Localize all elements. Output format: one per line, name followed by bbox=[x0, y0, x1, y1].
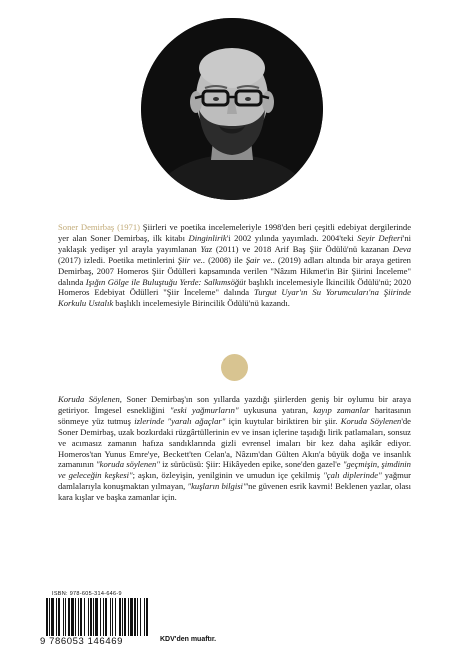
author-photo bbox=[141, 18, 323, 200]
blurb-italic: "kuşların bilgisi" bbox=[187, 481, 247, 492]
barcode-bar bbox=[122, 598, 123, 638]
barcode-bar bbox=[90, 598, 92, 638]
barcode-bar bbox=[146, 598, 148, 638]
bio-text: (2019) adları altında bir araya getiren Demirbaş, 2007 Homeros Şiir Ödülleri kapsamında verilen "Nâzım Hikmet'in Bir Şiirini İnceleme" dalında bbox=[58, 254, 411, 287]
barcode-bar bbox=[103, 598, 104, 638]
blurb-italic: "eski yağmurların" bbox=[169, 404, 239, 415]
barcode-bar bbox=[144, 598, 145, 638]
blurb-italic: kayıp zamanlar bbox=[313, 404, 370, 415]
barcode-bar bbox=[65, 598, 66, 638]
bio-text: 'ni yaklaşık yedişer yıl arayla yayımlanan bbox=[58, 232, 411, 254]
book-title: Dinginlirik bbox=[188, 232, 227, 243]
book-title: Turgut Uyar'ın Su Yorumcuları'na Şiirinde Korkulu Ustalık bbox=[58, 287, 411, 309]
barcode-bar bbox=[84, 598, 85, 638]
blurb-italic: "koruda söylenen" bbox=[96, 459, 160, 470]
barcode-bar bbox=[71, 598, 74, 638]
barcode-bar bbox=[49, 598, 50, 638]
barcode-bar bbox=[115, 598, 116, 638]
blurb-text: 'ne güvenen esrik kavmi! Beklenen yazlar, olası kara kışlar ve başka zamanlar için. bbox=[58, 481, 412, 503]
book-title: Yaz bbox=[200, 243, 213, 254]
barcode-bar bbox=[75, 598, 76, 638]
barcode-bar bbox=[137, 598, 138, 638]
blurb-text: için kuytular biriktiren bir şiir. bbox=[225, 415, 341, 426]
barcode-number: 9 786053 146469 bbox=[40, 636, 156, 647]
author-name: Soner Demirbaş (1971) bbox=[58, 222, 140, 232]
barcode-bars bbox=[40, 598, 156, 638]
barcode-bar bbox=[124, 598, 126, 638]
blurb-text: uykusuna yatıran, bbox=[238, 404, 314, 415]
bio-text: (2017) izledi. Poetika metinlerini bbox=[58, 254, 178, 265]
barcode-bar bbox=[46, 598, 48, 638]
blurb-text: , Soner Demirbaş'ın son yıllarda yazdığı şiirlerden geniş bir oylumu bir araya getiriyor. İmgesel esnekliğini bbox=[58, 394, 412, 415]
barcode-bar bbox=[93, 598, 94, 638]
blurb-italic: "geçmişin, şimdinin ve geleceğin keşkesi" bbox=[58, 459, 411, 481]
book-title: Işığın Gölge ile Buluştuğu Yerde: Salkımsöğüt bbox=[85, 276, 246, 287]
blurb-italic: "çalı diplerinde" bbox=[323, 470, 382, 481]
blurb-italic: Koruda Söylenen bbox=[58, 394, 120, 404]
barcode-bar bbox=[63, 598, 64, 638]
vat-note: KDV'den muaftır. bbox=[160, 636, 217, 643]
author-bio bbox=[58, 222, 411, 309]
barcode-bar bbox=[112, 598, 113, 638]
book-title: Deva bbox=[392, 243, 411, 254]
barcode-bar bbox=[134, 598, 136, 638]
book-blurb bbox=[58, 394, 411, 503]
blurb-text: haritasının sönmeye yüz tutmuş bbox=[58, 404, 411, 426]
barcode-bar bbox=[130, 598, 133, 638]
barcode-bar bbox=[56, 598, 57, 638]
barcode-bar bbox=[78, 598, 79, 638]
barcode-bar bbox=[51, 598, 54, 638]
bio-text: Şiirleri ve poetika incelemeleriyle 1998'den beri çeşitli edebiyat dergilerinde yer alan Soner Demirbaş, ilk kitabı bbox=[58, 222, 412, 243]
barcode-bar bbox=[58, 598, 60, 638]
barcode-bar bbox=[68, 598, 70, 638]
barcode-bar bbox=[100, 598, 101, 638]
blurb-text: yağmur damlalarıyla konuşmaktan yılmayan, bbox=[58, 470, 411, 492]
bio-text: başlıklı incelemesiyle İkincilik Ödülü'nü; 2020 Homeros Edebiyat Ödülleri "Şiir İnceleme" dalında bbox=[58, 276, 411, 298]
barcode-bar bbox=[88, 598, 89, 638]
barcode-bar bbox=[110, 598, 111, 638]
blurb-italic: Koruda Söylenen bbox=[340, 415, 402, 426]
decorative-circle bbox=[221, 354, 248, 381]
barcode-bar bbox=[80, 598, 82, 638]
book-title: Şair ve.. bbox=[245, 254, 275, 265]
barcode-bar bbox=[105, 598, 107, 638]
bio-text: (2011) ve 2018 Arif Baş Şiir Ödülü'nü kazanan bbox=[212, 243, 393, 254]
barcode-bar bbox=[119, 598, 121, 638]
isbn-label: ISBN: 978-605-314-646-9 bbox=[52, 591, 122, 597]
book-title: Şiir ve.. bbox=[177, 254, 206, 265]
book-title: Seyir Defteri bbox=[357, 232, 403, 243]
bio-text: başlıklı incelemesiyle Birincilik Ödülü'nü kazandı. bbox=[113, 298, 290, 309]
author-portrait bbox=[141, 18, 323, 200]
blurb-text: ; aşkın, özleyişin, yenilginin ve umudun içe çekilmiş bbox=[132, 470, 324, 481]
barcode-bar bbox=[128, 598, 129, 638]
barcode-bar bbox=[140, 598, 141, 638]
blurb-text: iz sürücüsü: Şiir: Hikâyeden epike, sone'den gazel'e bbox=[159, 459, 343, 470]
blurb-italic: izlerinde "yaralı ağaçlar" bbox=[134, 415, 226, 426]
blurb-text: 'de Soner Demirbaş, uzak bozkırdaki rüzgârtüllerinin ev ve insan içlerine taşıdığı lirik patlamaları, sonsuz ve acımasız zamanın hafıza sandıklarında gizli evrensel imaları bir kez daha aşikâr ediyor. Homeros'tan Yunus Emre'ye, Beckett'ten Celan'a, Nâzım'dan Gülten Akın'a büyük doğa ve insanlık zamanının bbox=[58, 415, 411, 470]
bio-text: (2008) ile bbox=[205, 254, 246, 265]
bio-text: 'i 2002 yılında yayımladı. 2004'teki bbox=[226, 232, 358, 243]
barcode-bar bbox=[95, 598, 98, 638]
